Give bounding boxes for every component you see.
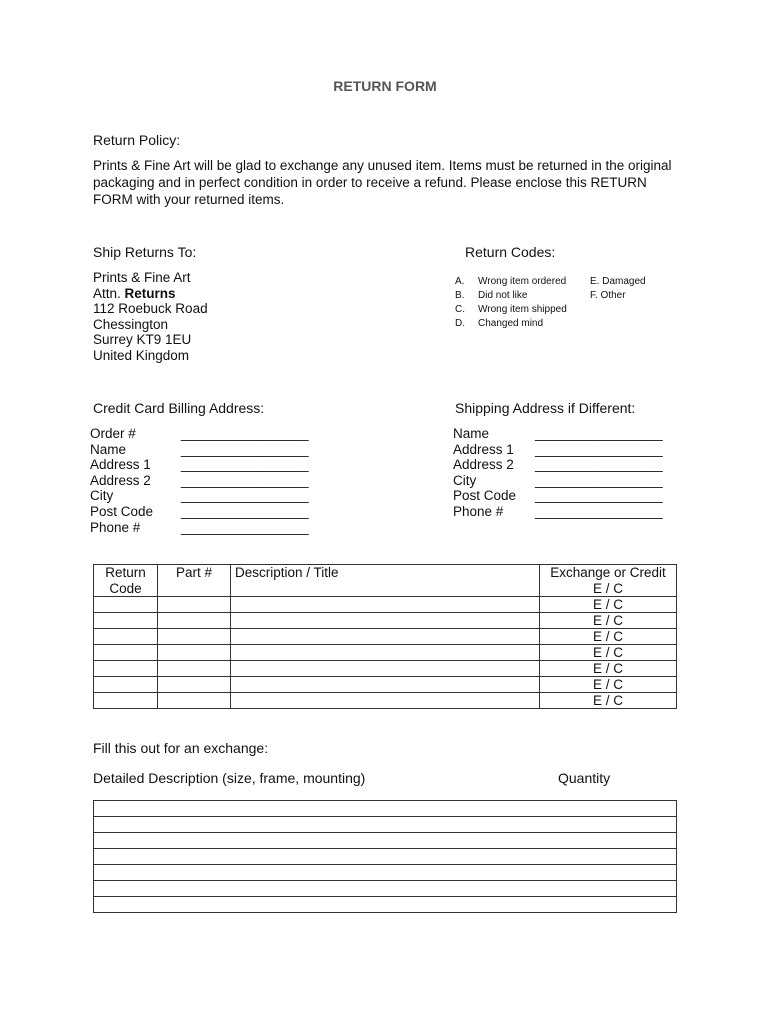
table-row — [94, 661, 677, 677]
shipping-field-phone[interactable]: Phone # _________________ — [453, 503, 663, 519]
table-row — [94, 629, 677, 645]
exchange-credit-cell[interactable]: E / C — [540, 645, 677, 661]
exchange-credit-cell[interactable]: E / C — [540, 661, 677, 677]
return-code-a: A. Wrong item ordered — [455, 276, 567, 287]
return-codes-list — [455, 275, 567, 331]
shipping-field-address1[interactable]: Address 1 _________________ — [453, 441, 663, 457]
exchange-credit-cell[interactable]: E / C — [540, 613, 677, 629]
table-row — [94, 645, 677, 661]
billing-heading: Credit Card Billing Address: — [93, 400, 265, 416]
return-policy-heading: Return Policy: — [93, 132, 181, 148]
table-row — [94, 677, 677, 693]
billing-field-phone[interactable]: Phone # _________________ — [90, 519, 309, 535]
shipping-heading: Shipping Address if Different: — [455, 400, 636, 416]
header-part: Part # — [158, 565, 231, 597]
table-row[interactable] — [94, 817, 677, 833]
billing-field-address2[interactable]: Address 2 _________________ — [90, 472, 309, 488]
shipping-field-address2[interactable]: Address 2 _________________ — [453, 457, 663, 473]
table-row[interactable] — [94, 897, 677, 913]
return-code-c: C. Wrong item shipped — [455, 304, 567, 315]
billing-field-postcode[interactable]: Post Code _________________ — [90, 503, 309, 519]
ship-town: Chessington — [93, 317, 169, 332]
exchange-description-label: Detailed Description (size, frame, mounting) — [93, 770, 366, 786]
ship-county: Surrey KT9 1EU — [93, 332, 192, 347]
billing-field-order[interactable]: Order # _________________ — [90, 426, 309, 441]
billing-field-address1[interactable]: Address 1 _________________ — [90, 457, 309, 473]
billing-fields — [90, 426, 309, 535]
exchange-credit-cell[interactable]: E / C — [540, 629, 677, 645]
returns-table-header — [94, 565, 677, 597]
ship-attn — [93, 286, 176, 302]
return-code-f: F. Other — [590, 290, 626, 301]
return-code-b: B. Did not like — [455, 290, 528, 301]
page-title: RETURN FORM — [333, 78, 437, 94]
header-description: Description / Title — [231, 565, 540, 597]
exchange-credit-cell[interactable]: E / C — [540, 597, 677, 613]
table-row[interactable] — [94, 833, 677, 849]
shipping-field-name[interactable]: Name _________________ — [453, 426, 663, 441]
table-row — [94, 597, 677, 613]
return-code-d: D. Changed mind — [455, 318, 544, 329]
ship-street: 112 Roebuck Road — [93, 301, 208, 316]
table-row[interactable] — [94, 881, 677, 897]
return-codes-list-right — [590, 275, 646, 303]
table-row — [94, 613, 677, 629]
billing-field-city[interactable]: City _________________ — [90, 488, 309, 504]
table-row[interactable] — [94, 849, 677, 865]
ship-attn-prefix: Attn. — [93, 286, 125, 301]
shipping-field-postcode[interactable]: Post Code _________________ — [453, 488, 663, 504]
exchange-credit-cell[interactable]: E / C — [540, 693, 677, 709]
shipping-fields — [453, 426, 663, 520]
shipping-field-city[interactable]: City _________________ — [453, 472, 663, 488]
return-codes-heading: Return Codes: — [465, 244, 556, 260]
billing-field-name[interactable]: Name _________________ — [90, 441, 309, 457]
table-row[interactable] — [94, 801, 677, 817]
header-exchange: Exchange or Credit E / C — [540, 565, 677, 597]
exchange-quantity-label: Quantity — [558, 770, 611, 786]
return-code-e: E. Damaged — [590, 276, 646, 287]
ship-company: Prints & Fine Art — [93, 270, 191, 285]
exchange-heading: Fill this out for an exchange: — [93, 740, 269, 756]
exchange-credit-cell[interactable]: E / C — [540, 677, 677, 693]
table-row[interactable] — [94, 865, 677, 881]
return-policy-text: Prints & Fine Art will be glad to exchange any unused item. Items must be returned in the original packaging and in perfect condition in order to receive a refund. Please enclose this RETURN FORM with your returned items. — [93, 158, 672, 207]
ship-attn-bold: Returns — [124, 286, 176, 301]
table-row — [94, 693, 677, 709]
returns-table — [93, 564, 677, 709]
exchange-table — [93, 800, 677, 913]
ship-country: United Kingdom — [93, 348, 190, 363]
ship-returns-heading: Ship Returns To: — [93, 244, 197, 260]
header-return-code: Return Code — [94, 565, 158, 597]
